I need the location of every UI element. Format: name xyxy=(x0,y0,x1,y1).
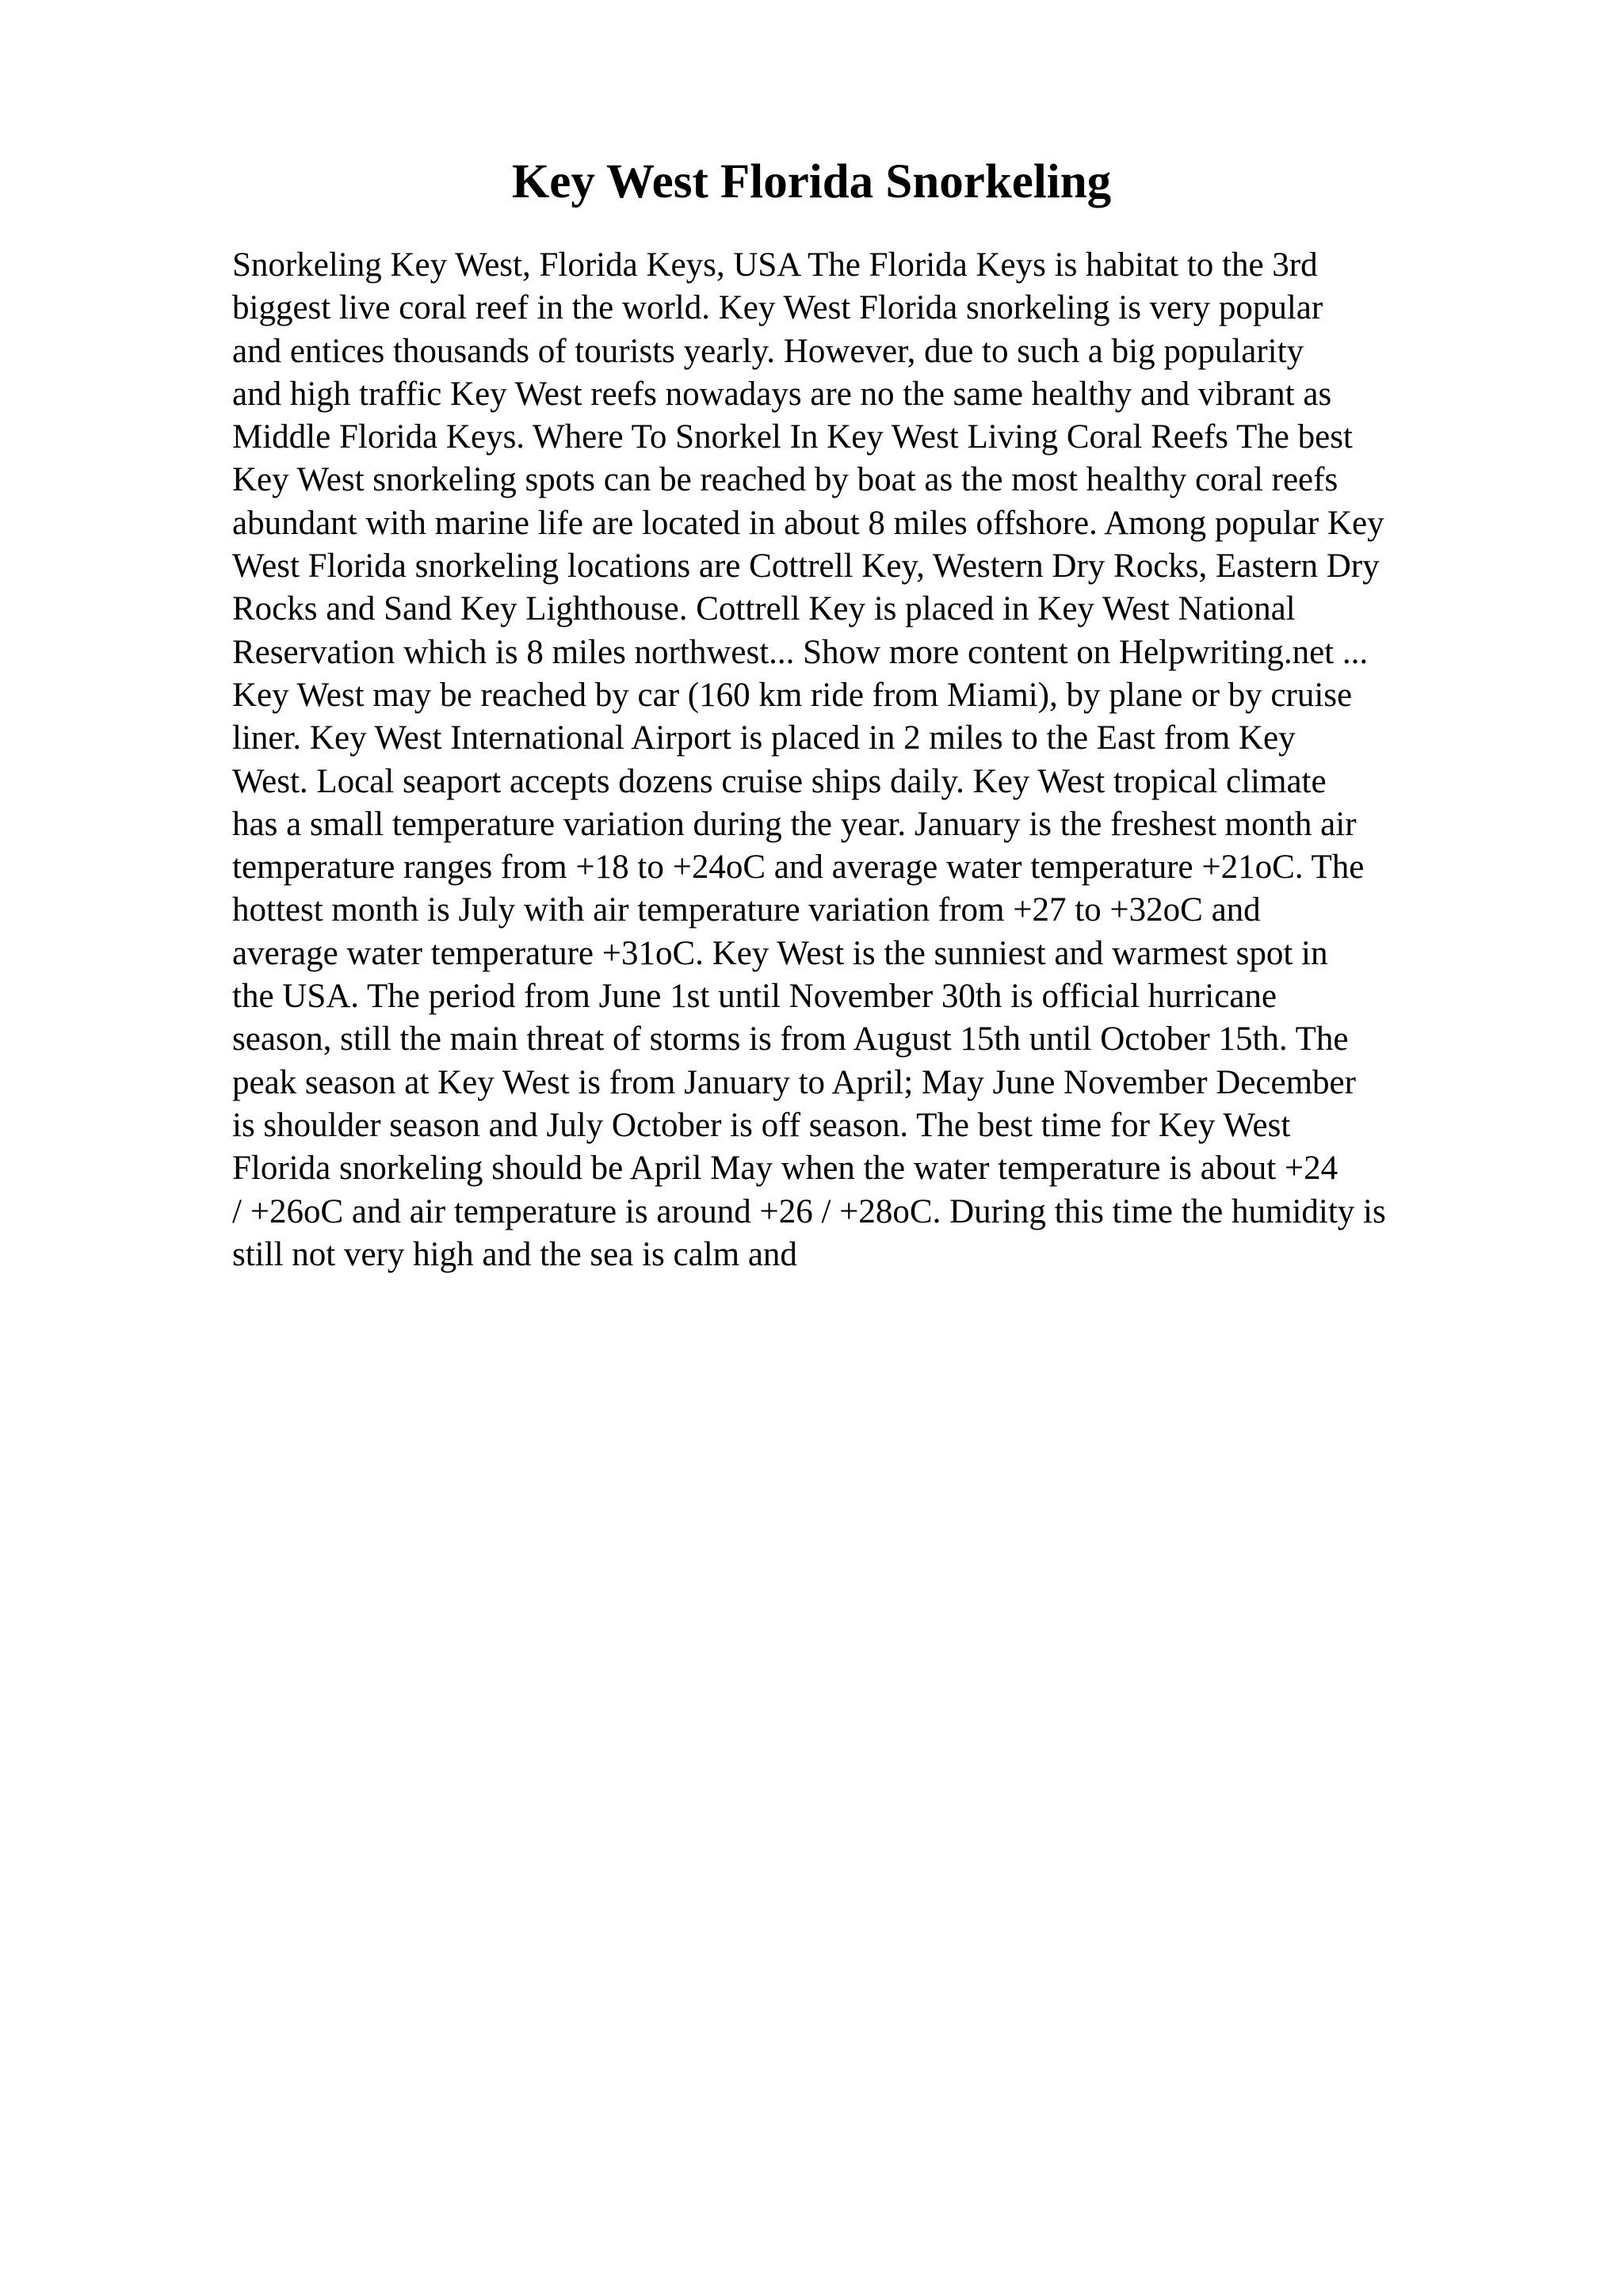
body-line: Key West may be reached by car (160 km ride from Miami), by plane or by cruise xyxy=(232,676,1353,714)
body-line: Middle Florida Keys. Where To Snorkel In Key West Living Coral Reefs The best xyxy=(232,418,1353,456)
body-line: Key West snorkeling spots can be reached by boat as the most healthy coral reefs xyxy=(232,461,1338,499)
body-line: West Florida snorkeling locations are Cottrell Key, Western Dry Rocks, Eastern Dry xyxy=(232,547,1380,585)
body-line: peak season at Key West is from January to April; May June November December xyxy=(232,1063,1356,1101)
body-line: liner. Key West International Airport is placed in 2 miles to the East from Key xyxy=(232,719,1296,757)
body-line: Florida snorkeling should be April May when the water temperature is about +24 xyxy=(232,1150,1338,1188)
body-line: / +26oC and air temperature is around +26 / +28oC. During this time the humidity is xyxy=(232,1192,1386,1230)
body-line: is shoulder season and July October is off season. The best time for Key West xyxy=(232,1106,1291,1144)
body-line: has a small temperature variation during the year. January is the freshest month air xyxy=(232,805,1357,843)
body-line: hottest month is July with air temperature variation from +27 to +32oC and xyxy=(232,891,1261,929)
body-line: Reservation which is 8 miles northwest... Show more content on Helpwriting.net ... xyxy=(232,633,1369,671)
body-line: Snorkeling Key West, Florida Keys, USA The Florida Keys is habitat to the 3rd xyxy=(232,246,1318,284)
body-line: Rocks and Sand Key Lighthouse. Cottrell Key is placed in Key West National xyxy=(232,590,1296,628)
body-line: average water temperature +31oC. Key West is the sunniest and warmest spot in xyxy=(232,934,1328,972)
body-line: biggest live coral reef in the world. Key West Florida snorkeling is very popular xyxy=(232,289,1323,327)
document-title: Key West Florida Snorkeling xyxy=(511,155,1112,208)
body-line: and high traffic Key West reefs nowadays are no the same healthy and vibrant as xyxy=(232,375,1332,413)
body-line: West. Local seaport accepts dozens cruise ships daily. Key West tropical climate xyxy=(232,762,1327,800)
body-line: and entices thousands of tourists yearly. However, due to such a big popularity xyxy=(232,332,1304,370)
body-line: abundant with marine life are located in about 8 miles offshore. Among popular Key xyxy=(232,504,1384,542)
body-line: the USA. The period from June 1st until November 30th is official hurricane xyxy=(232,978,1277,1016)
body-line: temperature ranges from +18 to +24oC and average water temperature +21oC. The xyxy=(232,849,1365,887)
body-line: season, still the main threat of storms is from August 15th until October 15th. The xyxy=(232,1020,1349,1058)
body-line: still not very high and the sea is calm and xyxy=(232,1235,797,1273)
document-body xyxy=(232,244,1500,1276)
